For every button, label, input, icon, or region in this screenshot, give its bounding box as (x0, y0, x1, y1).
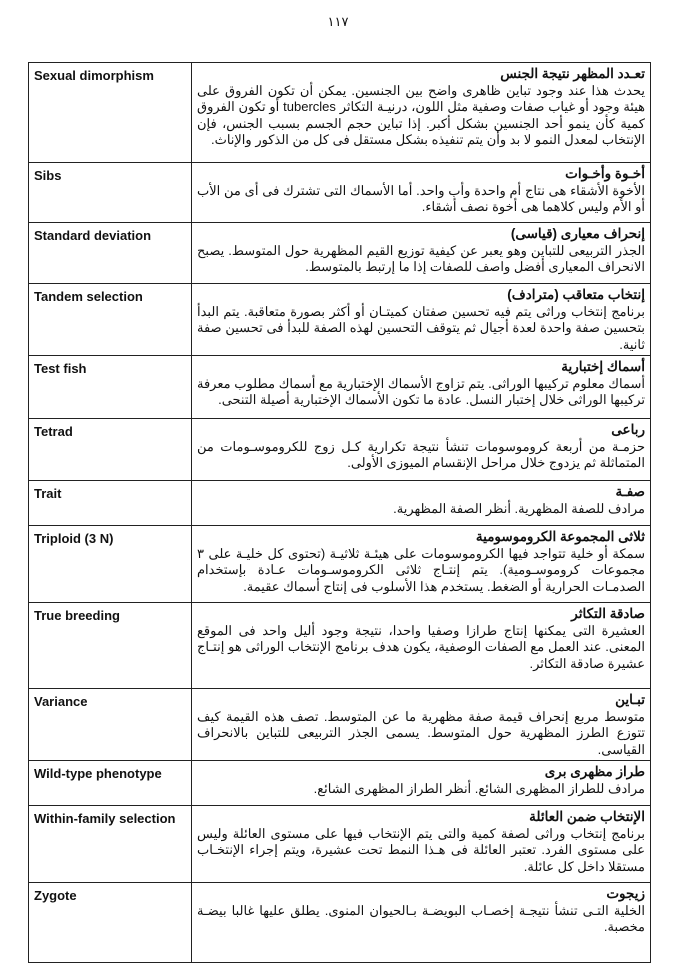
arabic-entry (192, 284, 651, 356)
glossary-row (29, 481, 651, 526)
english-term: Tandem selection (29, 284, 192, 356)
english-term: Sibs (29, 163, 192, 223)
page-number: ١١٧ (327, 14, 349, 29)
glossary-row (29, 883, 651, 963)
glossary-row (29, 761, 651, 806)
glossary-row (29, 806, 651, 883)
arabic-term: الإنتخاب ضمن العائلة (529, 809, 645, 824)
glossary-row (29, 419, 651, 481)
arabic-definition: الخلية التـى تنشأ نتيجـة إخصـاب البويضـة بـالحيوان المنوى. يطلق عليها غالبا بيضـة مخصبة. (197, 902, 645, 934)
arabic-definition: العشيرة التى يمكنها إنتاج طرازا وصفيا واحدا، نتيجة وجود أليل واحد فى الموقع المعنى. عند العمل مع الصفات الوصفية، يكون هدف برنامج الإنتخاب الوراثى هو إنتـاج عشيرة صادقة التكاثر. (197, 622, 645, 671)
arabic-definition: برنامج إنتخاب وراثى لصفة كمية والتى يتم الإنتخاب فيها على مستوى العائلة وليس على مستوى الفرد. تعتبر العائلة فى هـذا النمط تحت عشيرة، ويتم إجراء الإنتخـاب مستقلا داخل كل عائلة. (197, 825, 645, 874)
arabic-term: طراز مظهرى برى (544, 764, 645, 779)
arabic-entry (192, 356, 651, 419)
arabic-term: صفـة (615, 484, 645, 499)
arabic-term: إنتخاب متعاقب (مترادف) (507, 287, 645, 302)
english-term: Within-family selection (29, 806, 192, 883)
arabic-term: تعـدد المظهر نتيجة الجنس (500, 66, 645, 81)
arabic-definition: مرادف للطراز المظهرى الشائع. أنظر الطراز المظهرى الشائع. (313, 780, 645, 796)
english-term: True breeding (29, 603, 192, 689)
glossary-row (29, 603, 651, 689)
glossary-row (29, 356, 651, 419)
glossary-row (29, 526, 651, 603)
glossary-table (28, 62, 651, 963)
arabic-term: إنحراف معيارى (قياسى) (510, 226, 645, 241)
english-term: Wild-type phenotype (29, 761, 192, 806)
arabic-entry (192, 689, 651, 761)
arabic-entry (192, 63, 651, 163)
arabic-entry (192, 481, 651, 526)
glossary-row (29, 223, 651, 284)
english-term: Triploid (3 N) (29, 526, 192, 603)
arabic-definition: حزمـة من أربعة كروموسومات تنشأ نتيجة تكرارية كـل زوج للكروموسـومات من المتماثلة ثم يزدوج خلال مراحل الإنقسام الميوزى الأولى. (197, 438, 645, 470)
arabic-term: أخـوة وأخـوات (565, 166, 645, 181)
english-term: Tetrad (29, 419, 192, 481)
arabic-term: أسماك إختبارية (561, 359, 645, 374)
arabic-term: رباعى (611, 422, 645, 437)
glossary-row (29, 63, 651, 163)
english-term: Trait (29, 481, 192, 526)
english-term: Zygote (29, 883, 192, 963)
arabic-term: ثلاثى المجموعة الكروموسومية (475, 529, 645, 544)
arabic-term: تبـاين (615, 692, 645, 707)
arabic-entry (192, 603, 651, 689)
arabic-definition: الأخوة الأشقاء هى نتاج أم واحدة وأب واحد. أما الأسماك التى تشترك فى أى من الأب أو الأم وليس كلاهما هى أخوة نصف أشقاء. (197, 182, 645, 214)
arabic-definition: مرادف للصفة المظهرية. أنظر الصفة المظهرية. (393, 500, 645, 516)
arabic-term: زيجوت (606, 886, 645, 901)
arabic-entry (192, 806, 651, 883)
glossary-row (29, 689, 651, 761)
arabic-entry (192, 419, 651, 481)
english-term: Sexual dimorphism (29, 63, 192, 163)
arabic-entry (192, 761, 651, 806)
arabic-definition: الجذر التربيعى للتباين وهو يعبر عن كيفية توزيع القيم المظهرية حول المتوسط. يصبح الانحراف المعيارى أفضل واصف للصفات إذا ما إرتبط بالمتوسط. (197, 242, 645, 274)
arabic-definition: أسماك معلوم تركيبها الوراثى. يتم تزاوج الأسماك الإختبارية مع أسماك مطلوب معرفة تركيبها الوراثى خلال إختبار النسل. عادة ما تكون الأسماك الإختبارية أصيلة التنحى. (197, 375, 645, 407)
glossary-row (29, 284, 651, 356)
arabic-entry (192, 526, 651, 603)
arabic-term: صادقة التكاثر (571, 606, 645, 621)
arabic-definition: يحدث هذا عند وجود تباين ظاهرى واضح بين الجنسين. يمكن أن تكون الفروق على هيئة وجود أو غياب صفات وصفية مثل اللون، درنيـة التكاثر tubercles أو تكون الفروق كمية كأن ينمو أحد الجنسين بشكل أكبر. إذا تباين حجم الجسم بسبب الجنس، فإن الإنتخاب لمعدل النمو لا بد وأن يتم تنفيذه بشكل مستقل فى كل من الذكور والإناث. (197, 82, 645, 147)
glossary-row (29, 163, 651, 223)
english-term: Variance (29, 689, 192, 761)
english-term: Standard deviation (29, 223, 192, 284)
english-term: Test fish (29, 356, 192, 419)
arabic-entry (192, 883, 651, 963)
arabic-entry (192, 223, 651, 284)
arabic-definition: سمكة أو خلية تتواجد فيها الكروموسومات على هيئـة ثلاثيـة (تحتوى كل خليـة على ٣ مجموعات كروموسـومية). يتم إنتـاج ثلاثى الكروموسـومات عـادة بإستخدام الصدمـات الحرارية أو الضغط. يستخدم هذا الأسلوب فى إنتاج أسماك عقيمة. (197, 545, 645, 594)
arabic-entry (192, 163, 651, 223)
arabic-definition: متوسط مربع إنحراف قيمة صفة مظهرية ما عن المتوسط. تصف هذه القيمة كيف تتوزع الطرز المظهرية حول المتوسط. يسمى الجذر التربيعى للتباين بالانحراف القياسى. (197, 708, 645, 757)
arabic-definition: برنامج إنتخاب وراثى يتم فيه تحسين صفتان كميتـان أو أكثر بصورة متعاقبة. يتم البدأ بتحسين صفة واحدة لعدة أجيال ثم يتوقف التحسين لهذه الصفة للبدأ فى تحسين صفة ثانية. (197, 303, 646, 352)
